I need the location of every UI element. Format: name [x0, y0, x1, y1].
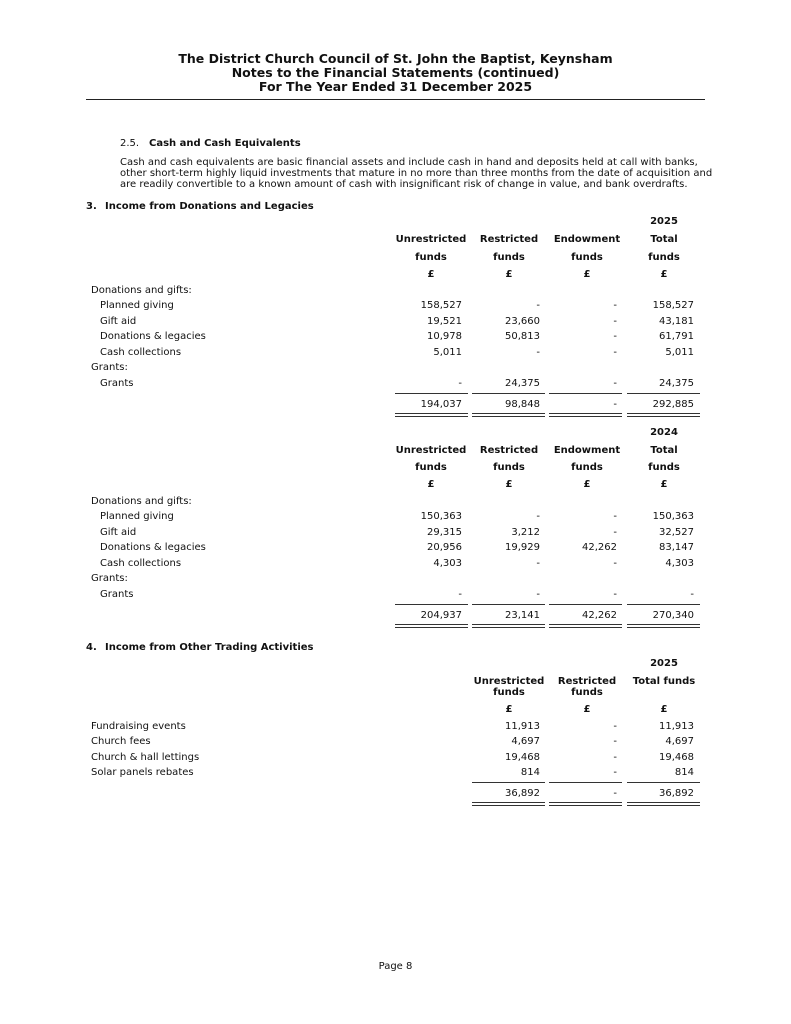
cell-total: 158,527: [652, 300, 694, 311]
col-unrestricted: Unrestricted: [395, 234, 467, 245]
col-currency: £: [427, 479, 435, 490]
cell-unrestricted: -: [458, 378, 462, 389]
subtotal-rule: [549, 393, 622, 394]
cell-unrestricted: 158,527: [420, 300, 462, 311]
cell-restricted: 24,375: [505, 378, 540, 389]
col-total: Total: [650, 234, 678, 245]
total-double-rule: [472, 624, 545, 628]
total-endowment: 42,262: [582, 610, 617, 621]
cell-unrestricted: 4,697: [511, 736, 540, 747]
cell-total: 24,375: [659, 378, 694, 389]
row-label: Planned giving: [100, 511, 174, 522]
total-restricted: -: [613, 788, 617, 799]
cell-restricted: -: [536, 511, 540, 522]
total-unrestricted: 36,892: [505, 788, 540, 799]
col-total-funds: Total funds: [632, 676, 696, 687]
cell-endowment: -: [613, 511, 617, 522]
group-label-grants: Grants:: [91, 362, 128, 373]
col-currency: £: [505, 479, 513, 490]
cell-restricted: -: [613, 736, 617, 747]
year-2024-label: 2024: [650, 427, 678, 438]
subtotal-rule: [627, 782, 700, 783]
cell-endowment: -: [613, 347, 617, 358]
subtotal-rule: [627, 393, 700, 394]
total-double-rule: [549, 802, 622, 806]
col-currency: £: [427, 269, 435, 280]
total-double-rule: [549, 624, 622, 628]
subtotal-rule: [472, 604, 545, 605]
total-double-rule: [472, 413, 545, 417]
col-funds: funds: [571, 252, 603, 263]
col-unrestricted: Unrestricted: [395, 445, 467, 456]
cell-total: 5,011: [665, 347, 694, 358]
total-grand: 36,892: [659, 788, 694, 799]
cell-total: 83,147: [659, 542, 694, 553]
col-currency: £: [660, 479, 668, 490]
col-currency: £: [583, 704, 591, 715]
col-currency: £: [505, 269, 513, 280]
report-period: For The Year Ended 31 December 2025: [258, 79, 533, 94]
report-title: The District Church Council of St. John the Baptist, Keynsham: [178, 51, 613, 66]
col-currency: £: [660, 269, 668, 280]
cell-endowment: 42,262: [582, 542, 617, 553]
cell-total: 32,527: [659, 527, 694, 538]
group-label-grants: Grants:: [91, 573, 128, 584]
total-unrestricted: 204,937: [420, 610, 462, 621]
total-double-rule: [395, 413, 468, 417]
col-funds: funds: [415, 252, 447, 263]
col-currency: £: [505, 704, 513, 715]
cell-unrestricted: 19,521: [427, 316, 462, 327]
row-label: Donations & legacies: [100, 331, 206, 342]
col-funds: funds: [571, 687, 603, 698]
cell-total: 4,303: [665, 558, 694, 569]
col-funds: funds: [415, 462, 447, 473]
cell-endowment: -: [613, 378, 617, 389]
cell-total: -: [690, 589, 694, 600]
row-label: Gift aid: [100, 316, 137, 327]
total-double-rule: [627, 413, 700, 417]
row-label: Solar panels rebates: [91, 767, 194, 778]
cell-total: 61,791: [659, 331, 694, 342]
total-double-rule: [627, 624, 700, 628]
cell-endowment: -: [613, 331, 617, 342]
cell-unrestricted: 4,303: [433, 558, 462, 569]
col-funds: funds: [493, 252, 525, 263]
note-3-number: 3.: [86, 201, 97, 212]
total-double-rule: [549, 413, 622, 417]
cell-unrestricted: 150,363: [420, 511, 462, 522]
subtotal-rule: [549, 782, 622, 783]
col-restricted: Restricted: [479, 234, 539, 245]
header-divider: [86, 99, 705, 100]
report-subtitle: Notes to the Financial Statements (continued): [231, 65, 560, 80]
col-funds: funds: [648, 252, 680, 263]
note-2-5-number: 2.5.: [120, 138, 140, 149]
cell-unrestricted: 814: [520, 767, 540, 778]
cell-endowment: -: [613, 589, 617, 600]
cell-unrestricted: 11,913: [505, 721, 540, 732]
total-restricted: 98,848: [505, 399, 540, 410]
total-double-rule: [627, 802, 700, 806]
cell-unrestricted: -: [458, 589, 462, 600]
group-label-donations: Donations and gifts:: [91, 496, 192, 507]
row-label: Church fees: [91, 736, 151, 747]
subtotal-rule: [627, 604, 700, 605]
col-unrestricted: Unrestricted: [473, 676, 545, 687]
col-currency: £: [660, 704, 668, 715]
cell-total: 11,913: [659, 721, 694, 732]
cell-restricted: -: [536, 558, 540, 569]
col-funds: funds: [571, 462, 603, 473]
note-2-5-paragraph-line-1: Cash and cash equivalents are basic financial assets and include cash in hand and deposits held at call with banks,: [120, 157, 698, 168]
col-restricted: Restricted: [479, 445, 539, 456]
total-restricted: 23,141: [505, 610, 540, 621]
subtotal-rule: [395, 393, 468, 394]
total-double-rule: [395, 624, 468, 628]
total-endowment: -: [613, 399, 617, 410]
subtotal-rule: [549, 604, 622, 605]
cell-total: 4,697: [665, 736, 694, 747]
cell-restricted: -: [613, 767, 617, 778]
col-funds: funds: [648, 462, 680, 473]
col-currency: £: [583, 479, 591, 490]
cell-total: 150,363: [652, 511, 694, 522]
col-endowment: Endowment: [553, 234, 621, 245]
cell-restricted: 3,212: [511, 527, 540, 538]
row-label: Fundraising events: [91, 721, 186, 732]
col-total: Total: [650, 445, 678, 456]
cell-restricted: -: [536, 347, 540, 358]
cell-restricted: -: [613, 721, 617, 732]
row-label: Donations & legacies: [100, 542, 206, 553]
row-label: Cash collections: [100, 558, 182, 569]
cell-restricted: 50,813: [505, 331, 540, 342]
cell-unrestricted: 19,468: [505, 752, 540, 763]
cell-restricted: -: [536, 300, 540, 311]
note-2-5-paragraph-line-2: other short-term highly liquid investments that mature in no more than three months from the date of acquisition and: [120, 168, 713, 179]
total-double-rule: [472, 802, 545, 806]
row-label: Planned giving: [100, 300, 174, 311]
cell-restricted: 19,929: [505, 542, 540, 553]
total-grand: 270,340: [652, 610, 694, 621]
note-3-title: Income from Donations and Legacies: [105, 201, 314, 212]
total-unrestricted: 194,037: [420, 399, 462, 410]
subtotal-rule: [472, 393, 545, 394]
subtotal-rule: [395, 604, 468, 605]
cell-unrestricted: 20,956: [427, 542, 462, 553]
col-endowment: Endowment: [553, 445, 621, 456]
cell-endowment: -: [613, 300, 617, 311]
year-2025-label: 2025: [650, 216, 678, 227]
col-restricted: Restricted: [557, 676, 617, 687]
row-label: Cash collections: [100, 347, 182, 358]
group-label-donations: Donations and gifts:: [91, 285, 192, 296]
row-label: Grants: [100, 589, 134, 600]
cell-endowment: -: [613, 558, 617, 569]
year-2025-label: 2025: [650, 658, 678, 669]
cell-unrestricted: 29,315: [427, 527, 462, 538]
note-4-number: 4.: [86, 642, 97, 653]
row-label: Grants: [100, 378, 134, 389]
cell-total: 814: [674, 767, 694, 778]
row-label: Church & hall lettings: [91, 752, 200, 763]
cell-unrestricted: 10,978: [427, 331, 462, 342]
cell-restricted: 23,660: [505, 316, 540, 327]
row-label: Gift aid: [100, 527, 137, 538]
subtotal-rule: [472, 782, 545, 783]
cell-unrestricted: 5,011: [433, 347, 462, 358]
note-2-5-title: Cash and Cash Equivalents: [149, 138, 301, 149]
note-4-title: Income from Other Trading Activities: [105, 642, 314, 653]
col-currency: £: [583, 269, 591, 280]
cell-restricted: -: [536, 589, 540, 600]
cell-restricted: -: [613, 752, 617, 763]
cell-endowment: -: [613, 316, 617, 327]
col-funds: funds: [493, 687, 525, 698]
cell-total: 19,468: [659, 752, 694, 763]
col-funds: funds: [493, 462, 525, 473]
cell-total: 43,181: [659, 316, 694, 327]
total-grand: 292,885: [652, 399, 694, 410]
cell-endowment: -: [613, 527, 617, 538]
page-number: Page 8: [378, 961, 413, 972]
note-2-5-paragraph-line-3: are readily convertible to a known amount of cash with insignificant risk of change in value, and bank overdrafts.: [120, 179, 688, 190]
